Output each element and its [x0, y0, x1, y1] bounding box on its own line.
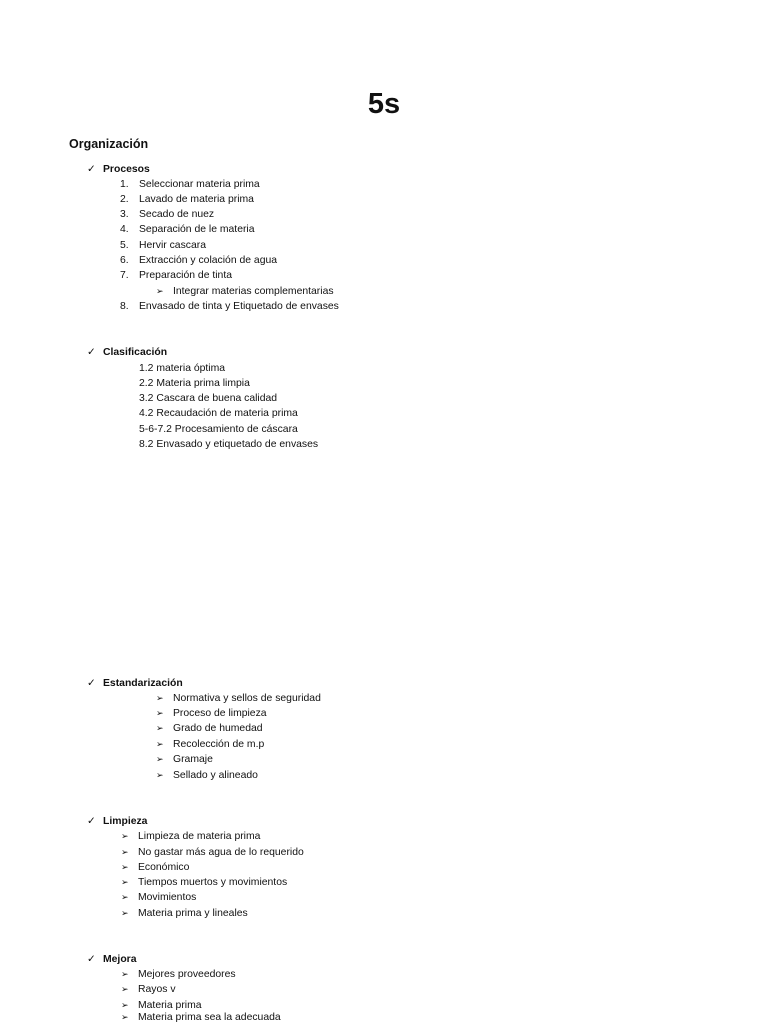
list-item: ➢ Materia prima y lineales — [121, 908, 248, 919]
list-item: ➢ Recolección de m.p — [156, 739, 265, 750]
sub-list-item: ➢ Integrar materias complementarias — [156, 286, 334, 297]
check-icon: ✓ — [87, 164, 96, 175]
list-item: 7. Preparación de tinta — [120, 270, 232, 281]
checklist-label: Procesos — [103, 164, 150, 175]
checklist-item-estandarizacion — [87, 677, 183, 690]
list-item: ➢ Tiempos muertos y movimientos — [121, 877, 288, 888]
list-item: ➢ Mejores proveedores — [121, 969, 236, 980]
arrow-bullet-icon: ➢ — [156, 723, 164, 733]
list-item: 8. Envasado de tinta y Etiquetado de envases — [120, 301, 339, 312]
arrow-bullet-icon: ➢ — [121, 1012, 129, 1022]
list-item: ➢ Rayos v — [121, 984, 176, 995]
document-title: 5s — [367, 88, 401, 120]
list-item: 8.2 Envasado y etiquetado de envases — [139, 439, 319, 450]
arrow-bullet-icon: ➢ — [121, 969, 129, 979]
arrow-bullet-icon: ➢ — [121, 892, 129, 902]
arrow-bullet-icon: ➢ — [121, 847, 129, 857]
arrow-bullet-icon: ➢ — [156, 754, 164, 764]
arrow-bullet-icon: ➢ — [156, 708, 164, 718]
list-item: 2. Lavado de materia prima — [120, 194, 254, 205]
list-item: ➢ Materia prima sea la adecuada — [121, 1012, 281, 1023]
section-heading: Organización — [69, 137, 149, 151]
list-item: ➢ Gramaje — [156, 754, 213, 765]
check-icon: ✓ — [87, 816, 96, 827]
list-item: 4. Separación de le materia — [120, 224, 255, 235]
list-item: 5. Hervir cascara — [120, 240, 206, 251]
check-icon: ✓ — [87, 347, 96, 358]
checklist-label: Estandarización — [103, 678, 183, 689]
check-icon: ✓ — [87, 678, 96, 689]
list-item: ➢ Sellado y alineado — [156, 770, 258, 781]
checklist-label: Mejora — [103, 954, 137, 965]
checklist-item-limpieza — [87, 815, 147, 828]
arrow-bullet-icon: ➢ — [121, 908, 129, 918]
arrow-bullet-icon: ➢ — [156, 693, 164, 703]
arrow-bullet-icon: ➢ — [121, 877, 129, 887]
checklist-item-mejora — [87, 953, 137, 966]
list-item: ➢ Materia prima — [121, 1000, 202, 1011]
list-item: ➢ Económico — [121, 862, 190, 873]
list-item: 1.2 materia óptima — [139, 363, 226, 374]
arrow-bullet-icon: ➢ — [156, 739, 164, 749]
list-item: 3.2 Cascara de buena calidad — [139, 393, 278, 404]
arrow-bullet-icon: ➢ — [121, 984, 129, 994]
list-item: 2.2 Materia prima limpia — [139, 378, 250, 389]
arrow-bullet-icon: ➢ — [121, 831, 129, 841]
check-icon: ✓ — [87, 954, 96, 965]
list-item: ➢ Movimientos — [121, 892, 197, 903]
checklist-item-procesos — [87, 163, 150, 176]
list-item: ➢ Normativa y sellos de seguridad — [156, 693, 321, 704]
arrow-bullet-icon: ➢ — [121, 1000, 129, 1010]
list-item: 4.2 Recaudación de materia prima — [139, 408, 298, 419]
list-item: ➢ Limpieza de materia prima — [121, 831, 261, 842]
checklist-item-clasificacion — [87, 346, 167, 359]
list-item: ➢ Proceso de limpieza — [156, 708, 267, 719]
arrow-bullet-icon: ➢ — [156, 286, 164, 296]
list-item: ➢ No gastar más agua de lo requerido — [121, 847, 304, 858]
list-item: 3. Secado de nuez — [120, 209, 215, 220]
list-item: ➢ Grado de humedad — [156, 723, 263, 734]
list-item: 5-6-7.2 Procesamiento de cáscara — [139, 424, 298, 435]
arrow-bullet-icon: ➢ — [121, 862, 129, 872]
list-item: 1. Seleccionar materia prima — [120, 179, 260, 190]
arrow-bullet-icon: ➢ — [156, 770, 164, 780]
list-item: 6. Extracción y colación de agua — [120, 255, 278, 266]
checklist-label: Clasificación — [103, 347, 168, 358]
checklist-label: Limpieza — [103, 816, 148, 827]
